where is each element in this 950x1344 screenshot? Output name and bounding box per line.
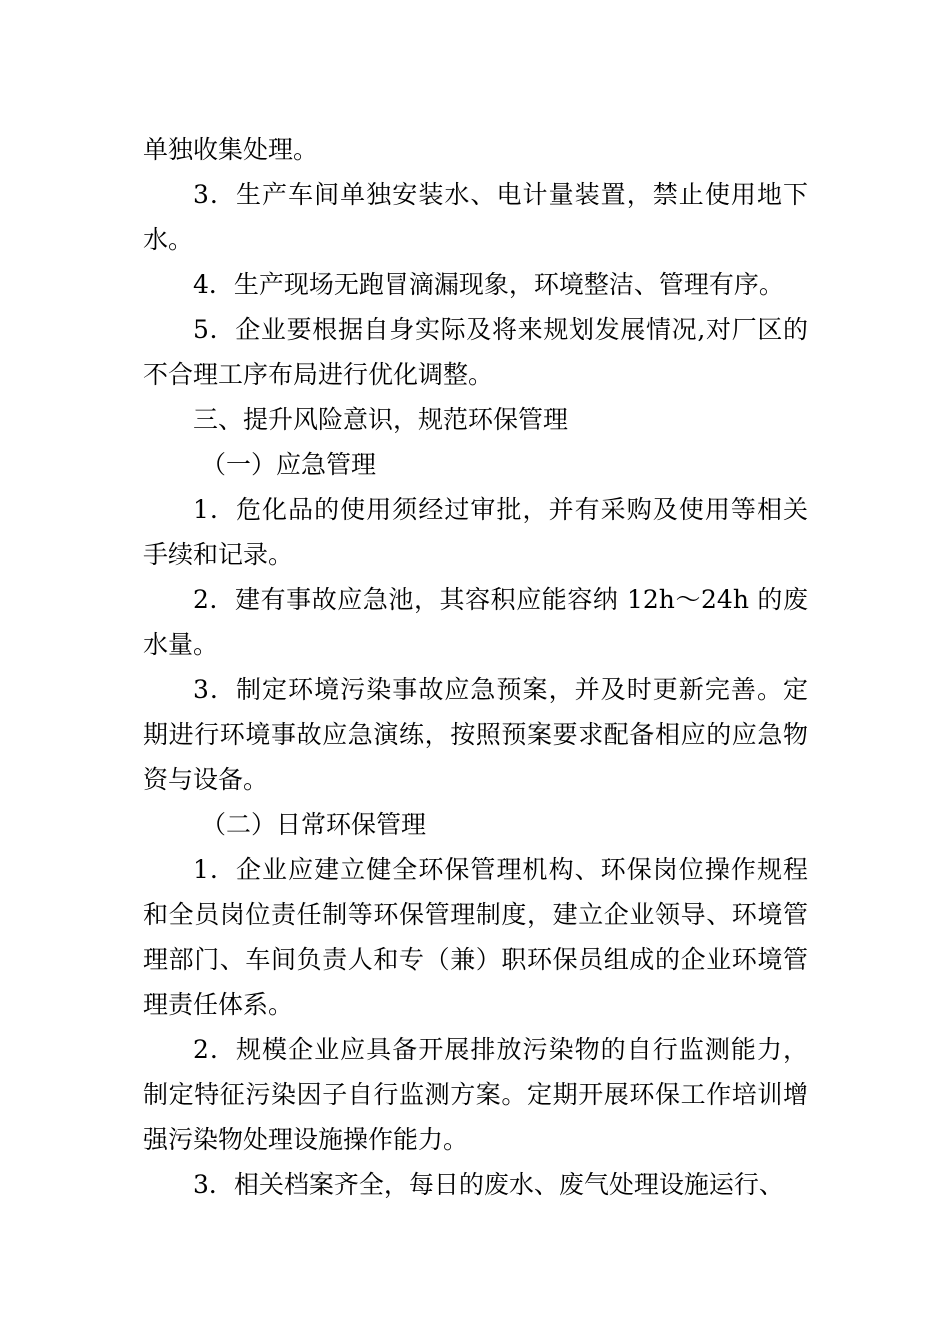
document-body — [143, 127, 808, 1207]
paragraph-daily-1: 1．企业应建立健全环保管理机构、环保岗位操作规程和全员岗位责任制等环保管理制度，建立企业领导、环境管理部门、车间负责人和专（兼）职环保员组成的企业环境管理责任体系。 — [143, 855, 808, 1019]
subsection-heading-daily: （二）日常环保管理 — [201, 810, 427, 839]
paragraph-daily-2: 2．规模企业应具备开展排放污染物的自行监测能力，制定特征污染因子自行监测方案。定期开展环保工作培训增强污染物处理设施操作能力。 — [143, 1035, 808, 1154]
paragraph-item-4: 4．生产现场无跑冒滴漏现象，环境整洁、管理有序。 — [193, 270, 784, 299]
paragraph-continuation: 单独收集处理。 — [143, 135, 319, 164]
paragraph-emergency-2: 2．建有事故应急池，其容积应能容纳 12h～24h 的废水量。 — [143, 585, 808, 659]
paragraph-daily-3: 3．相关档案齐全，每日的废水、废气处理设施运行、 — [193, 1170, 784, 1199]
paragraph-emergency-1: 1．危化品的使用须经过审批，并有采购及使用等相关手续和记录。 — [143, 495, 808, 569]
paragraph-item-3: 3．生产车间单独安装水、电计量装置，禁止使用地下水。 — [143, 180, 808, 254]
section-heading-3: 三、提升风险意识，规范环保管理 — [193, 405, 569, 434]
paragraph-emergency-3: 3．制定环境污染事故应急预案，并及时更新完善。定期进行环境事故应急演练，按照预案要求配备相应的应急物资与设备。 — [143, 675, 808, 794]
subsection-heading-emergency: （一）应急管理 — [201, 450, 377, 479]
paragraph-item-5: 5．企业要根据自身实际及将来规划发展情况,对厂区的不合理工序布局进行优化调整。 — [143, 315, 808, 389]
